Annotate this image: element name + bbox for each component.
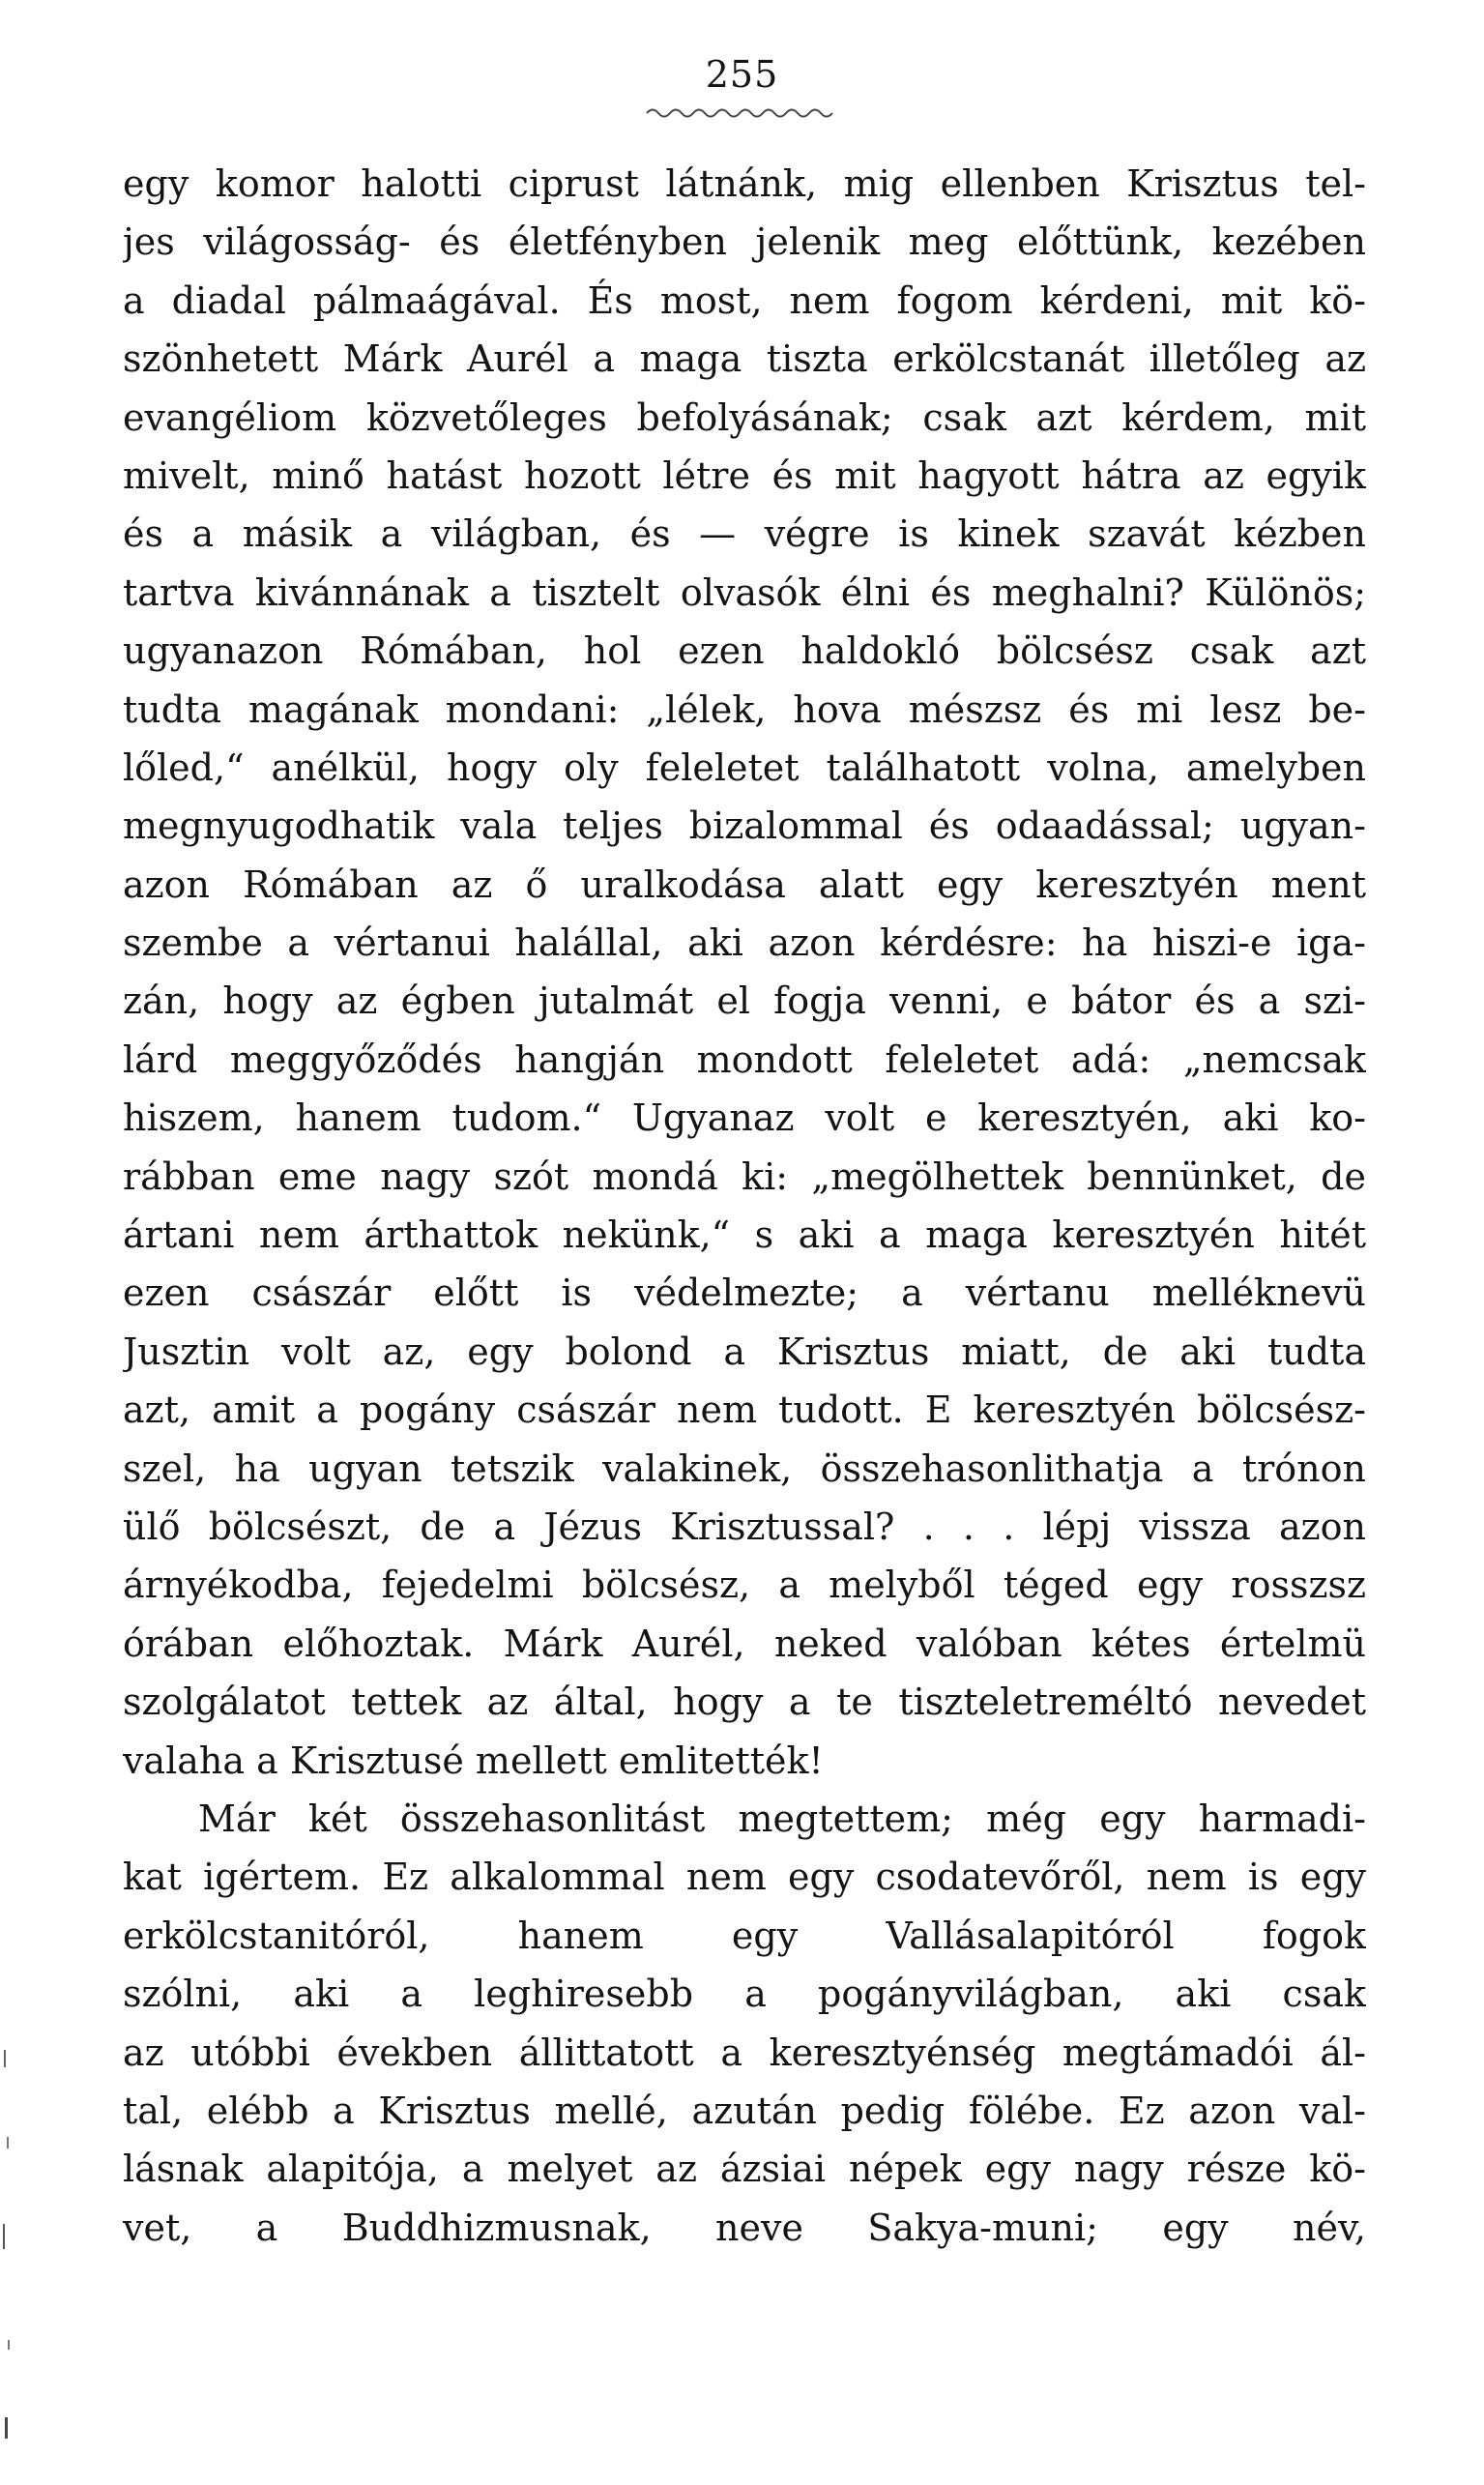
text-line: megnyugodhatik vala teljes bizalommal és odaadással; ugyan- xyxy=(123,804,1366,848)
text-line: valaha a Krisztusé mellett emlitették! xyxy=(123,1739,824,1782)
text-line: szembe a vértanui halállal, aki azon kérdésre: ha hiszi-e iga- xyxy=(123,921,1366,965)
text-line: Jusztin volt az, egy bolond a Krisztus miatt, de aki tudta xyxy=(123,1330,1366,1373)
text-line: hiszem, hanem tudom.“ Ugyanaz volt e keresztyén, aki ko- xyxy=(123,1096,1366,1140)
text-line: ezen császár előtt is védelmezte; a vértanu melléknevü xyxy=(123,1272,1366,1315)
text-line: ülő bölcsészt, de a Jézus Krisztussal? . . . lépj vissza azon xyxy=(123,1505,1366,1548)
text-line: Már két összehasonlitást megtettem; még egy harmadi- xyxy=(198,1797,1366,1840)
text-line: tartva kivánnának a tisztelt olvasók élni és meghalni? Különös; xyxy=(123,570,1366,614)
text-line: lásnak alapitója, a melyet az ázsiai népek egy nagy része kö- xyxy=(123,2148,1366,2191)
page-number: 255 xyxy=(705,53,779,96)
text-line: szel, ha ugyan tetszik valakinek, összehasonlithatja a trónon xyxy=(123,1447,1366,1490)
text-line: árnyékodba, fejedelmi bölcsész, a melyből téged egy rosszsz xyxy=(123,1564,1366,1607)
text-line: vet, a Buddhizmusnak, neve Sakya-muni; egy név, xyxy=(123,2206,1366,2249)
text-line: szönhetett Márk Aurél a maga tiszta erkölcstanát illetőleg az xyxy=(123,337,1366,381)
text-line: lőled,“ anélkül, hogy oly feleletet találhatott volna, amelyben xyxy=(123,746,1366,789)
text-line: tal, elébb a Krisztus mellé, azután pedig fölébe. Ez azon val- xyxy=(123,2089,1366,2132)
text-line: evangéliom közvetőleges befolyásának; csak azt kérdem, mit xyxy=(123,395,1366,439)
text-line: erkölcstanitóról, hanem egy Vallásalapitóról fogok xyxy=(123,1914,1366,1957)
text-line: szolgálatot tettek az által, hogy a te tiszteletreméltó nevedet xyxy=(123,1681,1366,1724)
text-line: egy komor halotti ciprust látnánk, mig ellenben Krisztus tel- xyxy=(123,162,1366,205)
body-text xyxy=(123,155,1366,2257)
text-line: tudta magának mondani: „lélek, hova mészsz és mi lesz be- xyxy=(123,687,1366,731)
text-line: jes világosság- és életfényben jelenik meg előttünk, kezében xyxy=(123,220,1366,264)
text-line: rábban eme nagy szót mondá ki: „megölhettek bennünket, de xyxy=(123,1155,1366,1198)
text-line: az utóbbi években állittatott a keresztyénség megtámadói ál- xyxy=(123,2031,1366,2074)
text-line: szólni, aki a leghiresebb a pogányvilágban, aki csak xyxy=(123,1973,1366,2016)
text-line: kat igértem. Ez alkalommal nem egy csodatevőről, nem is egy xyxy=(123,1856,1366,1899)
margin-scan-specks xyxy=(0,2050,19,2456)
text-line: mivelt, minő hatást hozott létre és mit hagyott hátra az egyik xyxy=(123,453,1366,497)
text-line: zán, hogy az égben jutalmát el fogja venni, e bátor és a szi- xyxy=(123,979,1366,1023)
text-line: órában előhoztak. Márk Aurél, neked valóban kétes értelmü xyxy=(123,1622,1366,1665)
text-line: azon Rómában az ő uralkodása alatt egy keresztyén ment xyxy=(123,862,1366,906)
text-line: ártani nem árthattok nekünk,“ s aki a maga keresztyén hitét xyxy=(123,1213,1366,1257)
text-line: és a másik a világban, és — végre is kinek szavát kézben xyxy=(123,512,1366,556)
text-line: azt, amit a pogány császár nem tudott. E keresztyén bölcsész- xyxy=(123,1389,1366,1432)
wavy-rule-ornament xyxy=(645,104,838,122)
text-line: a diadal pálmaágával. És most, nem fogom kérdeni, mit kö- xyxy=(123,278,1366,322)
text-line: lárd meggyőződés hangján mondott feleletet adá: „nemcsak xyxy=(123,1038,1366,1081)
text-line: ugyanazon Rómában, hol ezen haldokló bölcsész csak azt xyxy=(123,629,1366,673)
